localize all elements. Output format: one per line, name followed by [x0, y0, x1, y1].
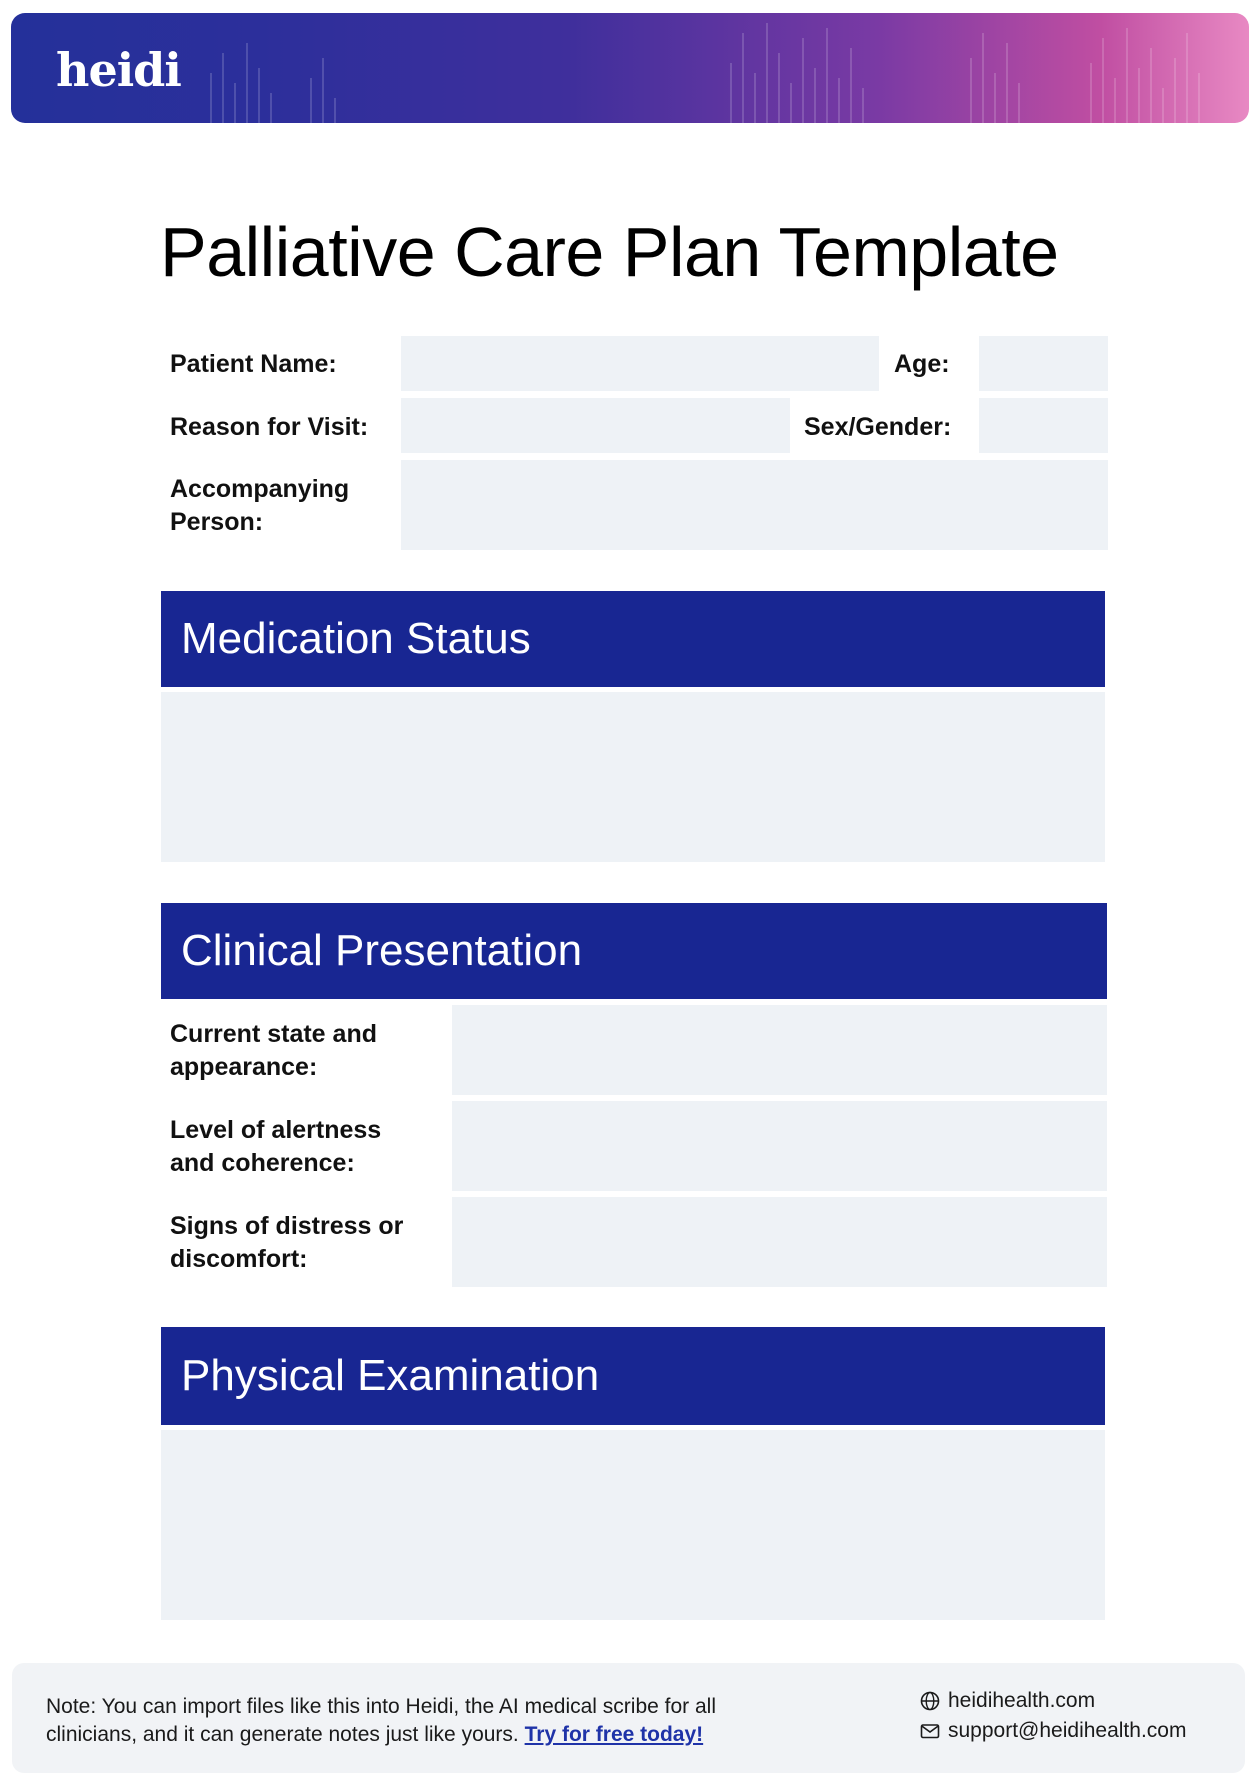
age-label: Age: [894, 350, 950, 378]
website-link[interactable]: heidihealth.com [948, 1689, 1096, 1712]
current-state-label-line1: Current state and [170, 1020, 377, 1048]
try-free-link[interactable]: Try for free today! [524, 1723, 704, 1746]
patient-name-label: Patient Name: [170, 350, 337, 378]
age-field[interactable] [979, 336, 1108, 391]
physical-examination-header: Physical Examination [161, 1327, 1105, 1425]
distress-label-line1: Signs of distress or [170, 1212, 404, 1240]
header-banner [11, 13, 1249, 123]
email-contact[interactable] [920, 1719, 1186, 1743]
footer [12, 1663, 1245, 1773]
footer-note-text: Note: You can import files like this into Heidi, the AI medical scribe for all clinicians, and it can generate notes just like yours. [46, 1695, 716, 1746]
globe-icon [920, 1691, 940, 1711]
email-link[interactable]: support@heidihealth.com [948, 1719, 1187, 1742]
patient-name-field[interactable] [401, 336, 879, 391]
alertness-field[interactable] [452, 1101, 1107, 1191]
banner-decoration [11, 13, 1249, 123]
mail-icon [920, 1721, 940, 1741]
footer-note [46, 1693, 806, 1749]
current-state-label-line2: appearance: [170, 1053, 318, 1081]
alertness-label-line2: and coherence: [170, 1149, 355, 1177]
reason-for-visit-field[interactable] [401, 398, 790, 453]
distress-label [170, 1210, 403, 1276]
distress-label-line2: discomfort: [170, 1245, 308, 1273]
physical-examination-field[interactable] [161, 1430, 1105, 1620]
accompanying-person-field[interactable] [401, 460, 1108, 550]
medication-status-header: Medication Status [161, 591, 1105, 687]
website-contact[interactable] [920, 1689, 1095, 1713]
current-state-label [170, 1018, 377, 1084]
medication-status-field[interactable] [161, 692, 1105, 862]
reason-for-visit-label: Reason for Visit: [170, 413, 369, 441]
current-state-field[interactable] [452, 1005, 1107, 1095]
sex-gender-label: Sex/Gender: [804, 413, 952, 441]
alertness-label [170, 1114, 381, 1180]
accompanying-label-line2: Person: [170, 508, 264, 536]
heidi-logo: heidi [56, 43, 181, 97]
accompanying-person-label [170, 473, 349, 539]
clinical-presentation-header: Clinical Presentation [161, 903, 1107, 999]
page-title: Palliative Care Plan Template [160, 213, 1059, 291]
distress-field[interactable] [452, 1197, 1107, 1287]
sex-gender-field[interactable] [979, 398, 1108, 453]
alertness-label-line1: Level of alertness [170, 1116, 382, 1144]
accompanying-label-line1: Accompanying [170, 475, 350, 503]
